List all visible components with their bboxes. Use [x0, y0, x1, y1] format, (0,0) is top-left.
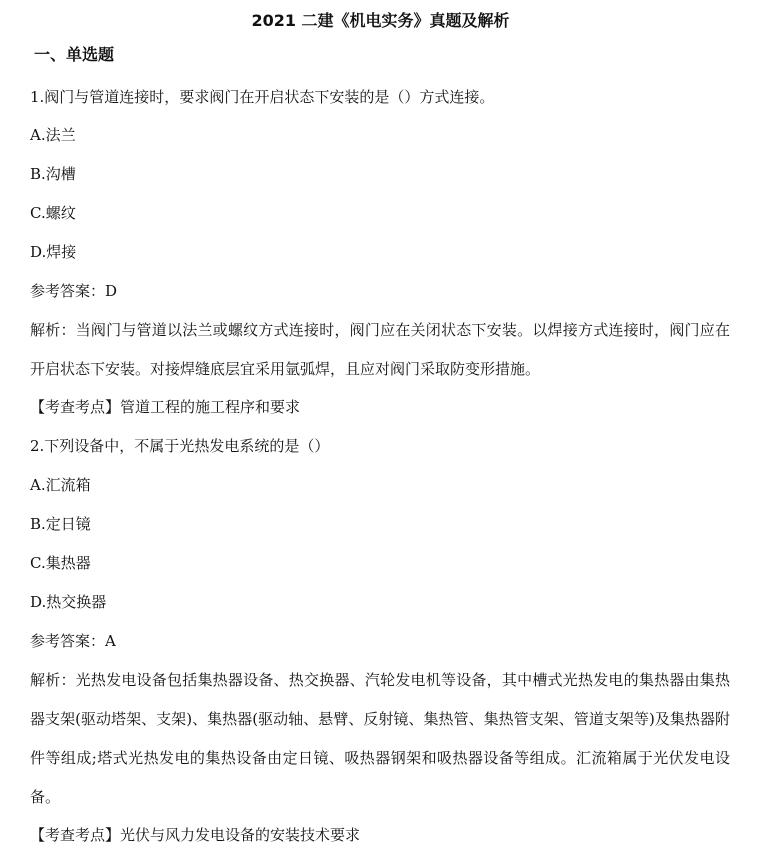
question-2-answer: 参考答案：A — [30, 632, 116, 650]
document-title: 2021 二建《机电实务》真题及解析 — [251, 11, 510, 30]
question-1-stem: 1.阀门与管道连接时，要求阀门在开启状态下安装的是（）方式连接。 — [30, 88, 495, 106]
question-1-option-b: B.沟槽 — [30, 165, 76, 183]
section-heading: 一、单选题 — [34, 45, 115, 64]
question-1-answer: 参考答案：D — [30, 282, 118, 300]
question-2-option-d: D.热交换器 — [30, 593, 107, 611]
question-1-exam-point: 【考查考点】管道工程的施工程序和要求 — [30, 398, 301, 416]
question-1-option-d: D.焊接 — [30, 243, 77, 261]
question-1-option-c: C.螺纹 — [30, 204, 76, 222]
question-2-exam-point: 【考查考点】光伏与风力发电设备的安装技术要求 — [30, 826, 361, 844]
question-2-analysis: 解析：光热发电设备包括集热器设备、热交换器、汽轮发电机等设备，其中槽式光热发电的集热器由集热器支架(驱动塔架、支架)、集热器(驱动轴、悬臂、反射镜、集热管、集热管支架、管道支架等)及集热器附件等组成;塔式光热发电的集热设备由定日镜、吸热器钢架和吸热器设备等组成。汇流箱属于光伏发电设备。 — [30, 671, 730, 806]
question-2-option-a: A.汇流箱 — [30, 476, 91, 494]
question-2-option-c: C.集热器 — [30, 554, 91, 572]
question-2-stem: 2.下列设备中，不属于光热发电系统的是（） — [30, 437, 330, 455]
question-1-analysis: 解析：当阀门与管道以法兰或螺纹方式连接时，阀门应在关闭状态下安装。以焊接方式连接时，阀门应在开启状态下安装。对接焊缝底层宜采用氩弧焊，且应对阀门采取防变形措施。 — [30, 321, 730, 378]
question-1-option-a: A.法兰 — [30, 126, 76, 144]
question-2-option-b: B.定日镜 — [30, 515, 91, 533]
